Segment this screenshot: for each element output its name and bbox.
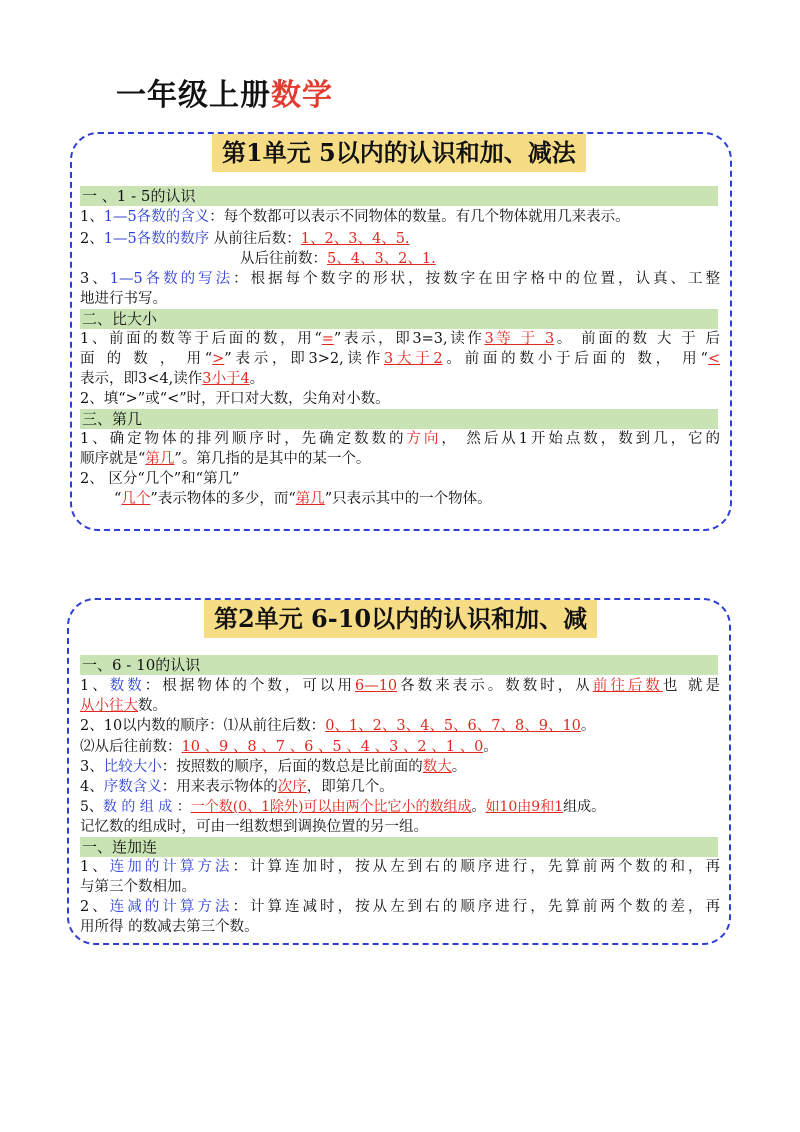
- unit2-s1-line7: 5、数 的 组 成 ：一个数(0、1除外)可以由两个比它小的数组成。如10由9和1组成。: [80, 799, 606, 815]
- unit1-s2-line2: 面 的 数 ， 用“>”表示，即3>2,读作3大于2。前面的数小于后面的 数， 用“<: [80, 351, 721, 367]
- unit2-section1-heading: 一、6 - 10的认识: [80, 655, 718, 675]
- unit1-section1-heading: 一 、1 - 5的认识: [80, 186, 718, 206]
- unit1-s3-line3: 2、 区分“几个”和“第几”: [80, 471, 240, 487]
- unit2-s1-line6: 4、序数含义：用来表示物体的次序，即第几个。: [80, 779, 394, 795]
- unit1-s3-line2: 顺序就是“第几”。第几指的是其中的某一个。: [80, 451, 371, 467]
- unit2-s2-line1: 1、连加的计算方法：计算连加时，按从左到右的顺序进行，先算前两个数的和，再: [80, 859, 721, 875]
- unit1-s2-line1: 1、前面的数等于后面的数，用“=”表示，即3=3,读作3等 于 3。 前面的数 大 于 后: [80, 331, 721, 347]
- unit2-title: 第2单元 6-10以内的认识和加、减: [204, 600, 597, 638]
- unit2-s1-line8: 记忆数的组成时，可由一组数想到调换位置的另一组。: [80, 819, 428, 835]
- unit1-s2-line4: 2、填“>”或“<”时，开口对大数，尖角对小数。: [80, 391, 390, 407]
- unit1-s1-line1: 1、1—5各数的含义：每个数都可以表示不同物体的数量。有几个物体就用几来表示。: [80, 209, 630, 225]
- unit1-s1-line2: 2、1—5各数的数序 从前往后数：1、2、3、4、5.: [80, 231, 410, 247]
- unit1-s3-line4: “几个”表示物体的多少，而“第几”只表示其中的一个物体。: [114, 491, 492, 507]
- unit1-s1-line5: 地进行书写。: [80, 291, 167, 307]
- unit1-section3-heading: 三、第几: [80, 409, 718, 429]
- unit2-s2-line3: 2、连减的计算方法：计算连减时，按从左到右的顺序进行，先算前两个数的差，再: [80, 899, 721, 915]
- unit2-s2-line4: 用所得 的数减去第三个数。: [80, 919, 259, 935]
- unit2-s1-line2: 从小往大数。: [80, 698, 167, 714]
- unit2-s2-line2: 与第三个数相加。: [80, 879, 196, 895]
- unit2-s1-line4: ⑵从后往前数：10 、9 、8 、7 、6 、5 、4 、3 、2 、1 、0。: [80, 739, 498, 755]
- unit1-title: 第1单元 5以内的认识和加、减法: [212, 134, 586, 172]
- unit1-s1-line3: 从后往前数：5、4、3、2、1.: [240, 251, 436, 267]
- unit2-section2-heading: 一、连加连: [80, 837, 718, 857]
- unit1-section2-heading: 二、比大小: [80, 309, 718, 329]
- unit1-s1-line4: 3、1—5各数的写法：根据每个数字的形状，按数字在田字格中的位置，认真、工整: [80, 271, 720, 287]
- unit1-s3-line1: 1、确定物体的排列顺序时，先确定数数的方向， 然后从1开始点数，数到几，它的: [80, 431, 720, 447]
- unit2-s1-line5: 3、比较大小：按照数的顺序，后面的数总是比前面的数大。: [80, 759, 467, 775]
- unit1-s2-line3: 表示，即3<4,读作3小于4。: [80, 371, 265, 387]
- title-accent: 数学: [271, 78, 333, 113]
- page-title: 一年级上册数学: [116, 78, 333, 113]
- unit2-s1-line3: 2、10以内数的顺序：⑴从前往后数：0、1、2、3、4、5、6、7、8、9、10。: [80, 718, 596, 734]
- unit2-s1-line1: 1、数数：根据物体的个数，可以用6—10各数来表示。数数时，从前往后数也 就是: [80, 678, 721, 694]
